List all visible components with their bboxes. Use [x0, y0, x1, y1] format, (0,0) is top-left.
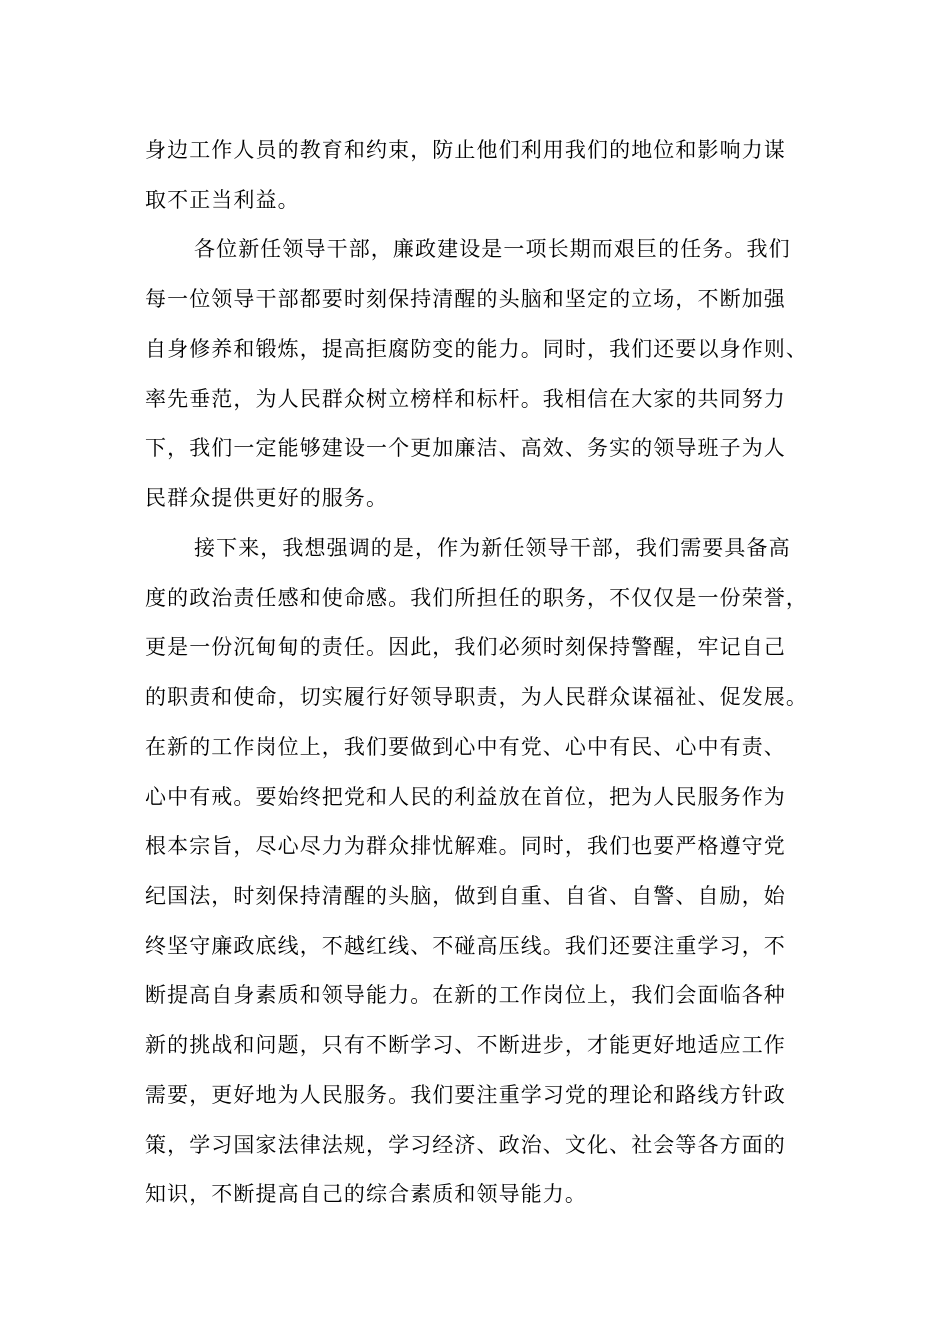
- paragraph-first-line: 各位新任领导干部，廉政建设是一项长期而艰巨的任务。我们: [194, 237, 791, 261]
- text-line: 自身修养和锻炼，提高拒腐防变的能力。同时，我们还要以身作则、: [145, 337, 808, 361]
- text-line: 心中有戒。要始终把党和人民的利益放在首位，把为人民服务作为: [145, 785, 786, 809]
- paragraph-first-line: 接下来，我想强调的是，作为新任领导干部，我们需要具备高: [194, 536, 791, 560]
- text-line: 需要，更好地为人民服务。我们要注重学习党的理论和路线方针政: [145, 1083, 786, 1107]
- text-line: 根本宗旨，尽心尽力为群众排忧解难。同时，我们也要严格遵守党: [145, 834, 786, 858]
- text-line: 断提高自身素质和领导能力。在新的工作岗位上，我们会面临各种: [145, 983, 786, 1007]
- text-line: 下，我们一定能够建设一个更加廉洁、高效、务实的领导班子为人: [145, 436, 786, 460]
- text-line: 率先垂范，为人民群众树立榜样和标杆。我相信在大家的共同努力: [145, 387, 786, 411]
- text-line: 更是一份沉甸甸的责任。因此，我们必须时刻保持警醒，牢记自己: [145, 635, 786, 659]
- text-line: 新的挑战和问题，只有不断学习、不断进步，才能更好地适应工作: [145, 1033, 786, 1057]
- text-line: 民群众提供更好的服务。: [145, 486, 389, 510]
- text-line: 身边工作人员的教育和约束，防止他们利用我们的地位和影响力谋: [145, 138, 786, 162]
- text-line: 取不正当利益。: [145, 188, 300, 212]
- text-line: 度的政治责任感和使命感。我们所担任的职务，不仅仅是一份荣誉，: [145, 586, 808, 610]
- text-line: 每一位领导干部都要时刻保持清醒的头脑和坚定的立场，不断加强: [145, 287, 786, 311]
- text-line: 终坚守廉政底线，不越红线、不碰高压线。我们还要注重学习，不: [145, 934, 786, 958]
- text-line: 在新的工作岗位上，我们要做到心中有党、心中有民、心中有责、: [145, 735, 786, 759]
- text-line: 策，学习国家法律法规，学习经济、政治、文化、社会等各方面的: [145, 1133, 786, 1157]
- text-line: 知识，不断提高自己的综合素质和领导能力。: [145, 1182, 587, 1206]
- text-line: 的职责和使命，切实履行好领导职责，为人民群众谋福祉、促发展。: [145, 685, 808, 709]
- text-line: 纪国法，时刻保持清醒的头脑，做到自重、自省、自警、自励，始: [145, 884, 786, 908]
